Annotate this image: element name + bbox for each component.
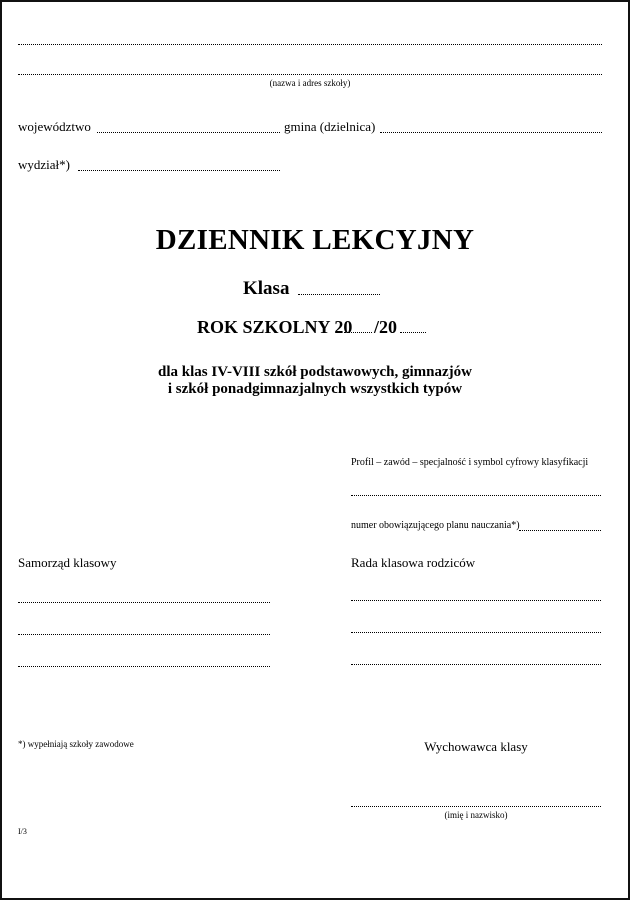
rok-szkolny-mid: /20 xyxy=(374,317,398,337)
rok-szkolny-prefix: ROK SZKOLNY 20 xyxy=(197,317,353,337)
school-name-line-1[interactable] xyxy=(18,44,602,45)
samorzad-line-2[interactable] xyxy=(18,634,270,635)
rada-line-1[interactable] xyxy=(351,600,601,601)
wychowawca-label: Wychowawca klasy xyxy=(424,739,528,754)
footnote: *) wypełniają szkoły zawodowe xyxy=(18,739,134,749)
plan-field[interactable] xyxy=(519,530,601,531)
wojewodztwo-label: województwo xyxy=(18,119,91,134)
subtitle xyxy=(2,364,628,398)
rada-line-3[interactable] xyxy=(351,664,601,665)
rok-end-field[interactable] xyxy=(400,332,426,333)
samorzad-line-1[interactable] xyxy=(18,602,270,603)
wydzial-field[interactable] xyxy=(78,170,280,171)
klasa-label: Klasa xyxy=(243,278,290,299)
school-name-line-2[interactable] xyxy=(18,74,602,75)
wychowawca-field[interactable] xyxy=(351,806,601,807)
plan-label: numer obowiązującego planu nauczania*) xyxy=(351,520,520,531)
school-caption: (nazwa i adres szkoły) xyxy=(269,78,351,88)
wydzial-label: wydział*) xyxy=(18,157,70,172)
wojewodztwo-field[interactable] xyxy=(97,132,280,133)
profil-field[interactable] xyxy=(351,495,601,496)
rada-line-2[interactable] xyxy=(351,632,601,633)
samorzad-label: Samorząd klasowy xyxy=(18,555,117,570)
gmina-field[interactable] xyxy=(380,132,602,133)
subtitle-line-1: dla klas IV-VIII szkół podstawowych, gimnazjów xyxy=(158,364,472,380)
subtitle-line-2: i szkół ponadgimnazjalnych wszystkich typów xyxy=(167,381,463,397)
form-code: I/3 xyxy=(18,827,27,836)
gmina-label: gmina (dzielnica) xyxy=(284,119,376,134)
rok-start-field[interactable] xyxy=(344,332,372,333)
rada-label: Rada klasowa rodziców xyxy=(351,555,476,570)
imie-caption: (imię i nazwisko) xyxy=(444,810,508,820)
samorzad-line-3[interactable] xyxy=(18,666,270,667)
document-title: DZIENNIK LEKCYJNY xyxy=(155,224,475,256)
profil-label: Profil – zawód – specjalność i symbol cyfrowy klasyfikacji xyxy=(351,457,589,468)
klasa-field[interactable] xyxy=(298,294,380,295)
